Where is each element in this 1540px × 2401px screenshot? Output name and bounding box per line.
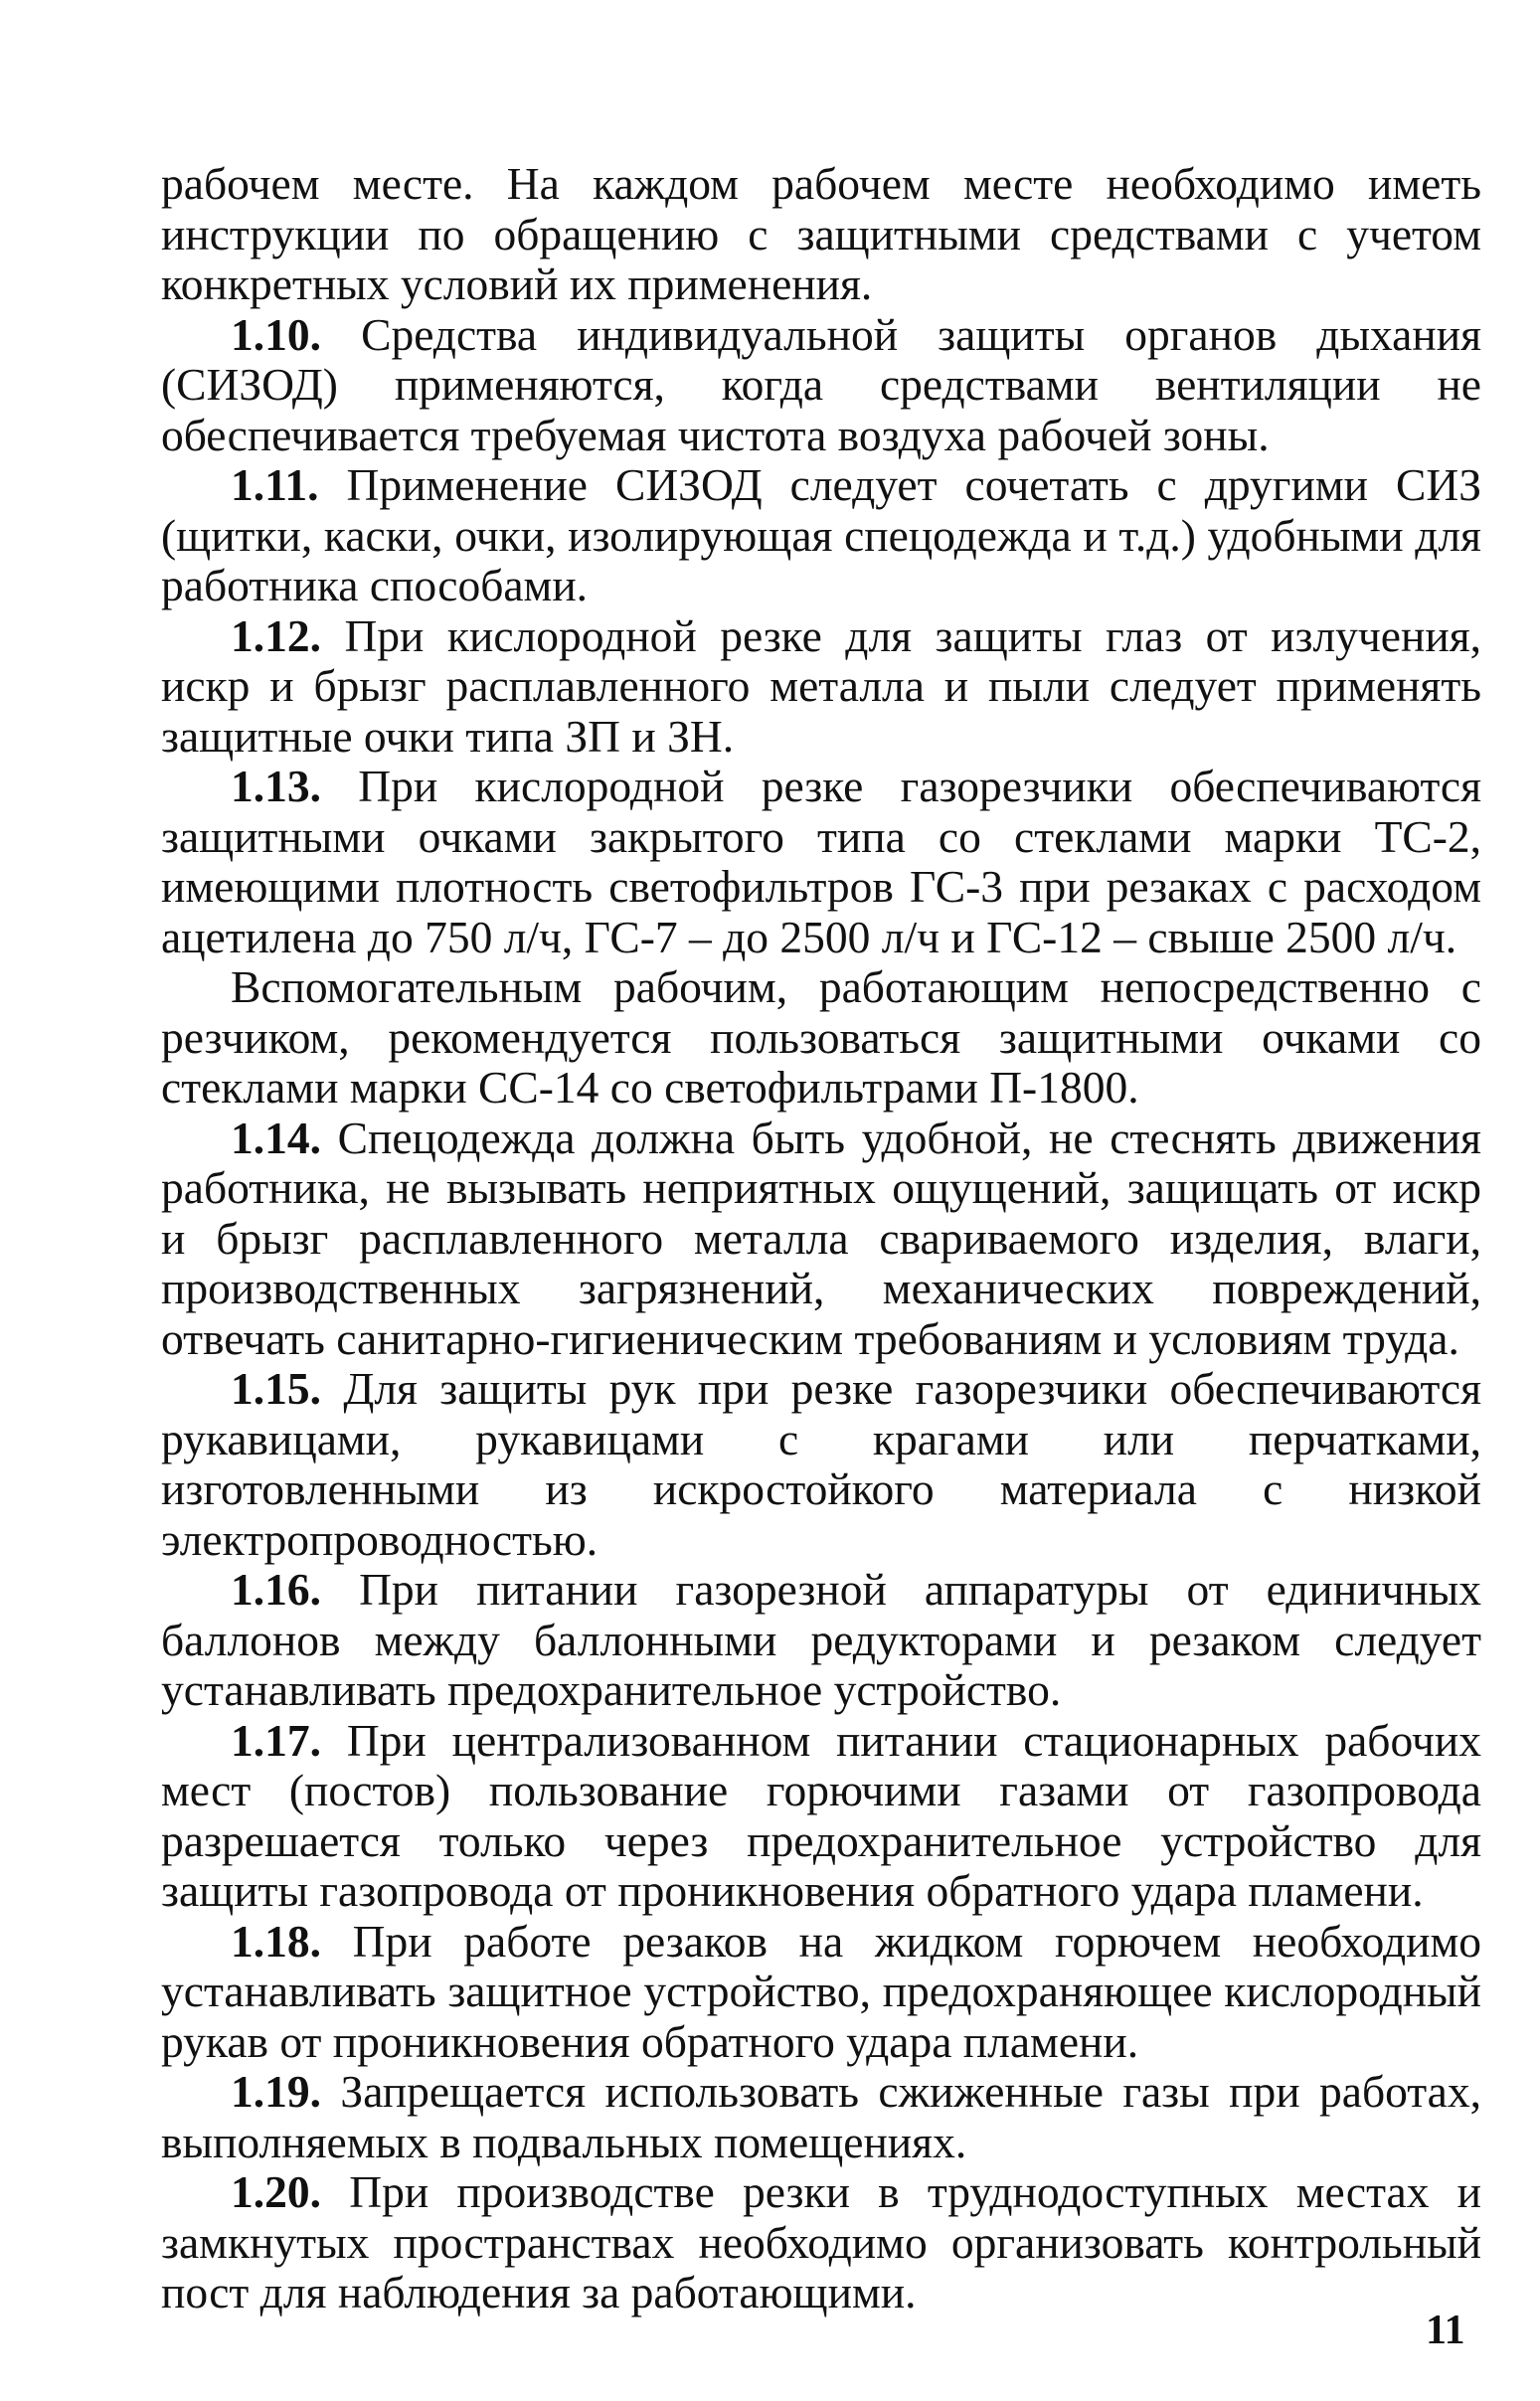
paragraph-continuation — [161, 159, 1481, 310]
paragraph-1-20 — [161, 2167, 1481, 2318]
paragraph-text: При работе резаков на жидком горючем необходимо устанавливать защитное устройство, предохраняющее кислородный рукав от проникновения обратного удара пламени. — [161, 1915, 1481, 2067]
paragraph-1-19 — [161, 2067, 1481, 2167]
paragraph-number: 1.15. — [231, 1363, 321, 1414]
paragraph-1-15 — [161, 1364, 1481, 1565]
paragraph-number: 1.11. — [231, 459, 319, 510]
paragraph-number: 1.12. — [231, 609, 321, 661]
paragraph-text: При производстве резки в труднодоступных местах и замкнутых пространствах необходимо организовать контрольный пост для наблюдения за работающими. — [161, 2166, 1482, 2317]
page-number: 11 — [1426, 2308, 1465, 2353]
paragraph-text: Средства индивидуальной защиты органов дыхания (СИЗОД) применяются, когда средствами вентиляции не обеспечивается требуемая чистота воздуха рабочей зоны. — [161, 308, 1481, 460]
paragraph-text: При кислородной резке для защиты глаз от излучения, искр и брызг расплавленного металла и пыли следует применять защитные очки типа ЗП и ЗН. — [161, 609, 1482, 762]
paragraph-text: При кислородной резке газорезчики обеспечиваются защитными очками закрытого типа со стеклами марки ТС-2, имеющими плотность светофильтров ГС-3 при резаках с расходом ацетилена до 750 л/ч, ГС-7 – до 2500 л/ч и ГС-12 – свыше 2500 л/ч. — [161, 761, 1482, 962]
paragraph-text: При централизованном питании стационарных рабочих мест (постов) пользование горючими газами от газопровода разрешается только через предохранительное устройство для защиты газопровода от проникновения обратного удара пламени. — [161, 1714, 1481, 1916]
paragraph-text: Применение СИЗОД следует сочетать с другими СИЗ (щитки, каски, очки, изолирующая спецодежда и т.д.) удобными для работника способами. — [161, 459, 1482, 610]
document-body — [161, 159, 1481, 2318]
paragraph-number: 1.10. — [231, 308, 321, 360]
paragraph-1-14 — [161, 1114, 1481, 1365]
paragraph-number: 1.13. — [231, 761, 321, 811]
paragraph-text: Спецодежда должна быть удобной, не стеснять движения работника, не вызывать неприятных ощущений, защищать от искр и брызг расплавленного металла свариваемого изделия, влаги, производственных загрязнений, механических повреждений, отвечать санитарно-гигиеническим требованиям и условиям труда. — [161, 1112, 1481, 1364]
paragraph-1-12 — [161, 611, 1481, 763]
paragraph-1-18 — [161, 1917, 1481, 2068]
paragraph-number: 1.16. — [231, 1564, 321, 1615]
paragraph-1-11 — [161, 460, 1481, 611]
paragraph-text: При питании газорезной аппаратуры от единичных баллонов между баллонными редукторами и резаком следует устанавливать предохранительное устройство. — [161, 1564, 1482, 1715]
paragraph-number: 1.18. — [231, 1915, 321, 1967]
paragraph-1-17 — [161, 1716, 1481, 1917]
paragraph-text: Вспомогательным рабочим, работающим непосредственно с резчиком, рекомендуется пользоваться защитными очками со стеклами марки СС-14 со светофильтрами П-1800. — [161, 961, 1481, 1113]
paragraph-number: 1.19. — [231, 2066, 321, 2117]
paragraph-number: 1.20. — [231, 2166, 321, 2217]
paragraph-text: рабочем месте. На каждом рабочем месте необходимо иметь инструкции по обращению с защитными средствами с учетом конкретных условий их применения. — [161, 158, 1481, 309]
paragraph-text: Для защиты рук при резке газорезчики обеспечиваются рукавицами, рукавицами с крагами или перчатками, изготовленными из искростойкого материала с низкой электропроводностью. — [161, 1363, 1482, 1565]
paragraph-1-13 — [161, 762, 1481, 962]
paragraph-1-10 — [161, 310, 1481, 461]
paragraph-1-16 — [161, 1565, 1481, 1716]
paragraph-number: 1.17. — [231, 1714, 321, 1766]
paragraph-auxiliary-workers — [161, 962, 1481, 1114]
paragraph-text: Запрещается использовать сжиженные газы при работах, выполняемых в подвальных помещениях. — [161, 2066, 1482, 2167]
paragraph-number: 1.14. — [231, 1112, 321, 1163]
